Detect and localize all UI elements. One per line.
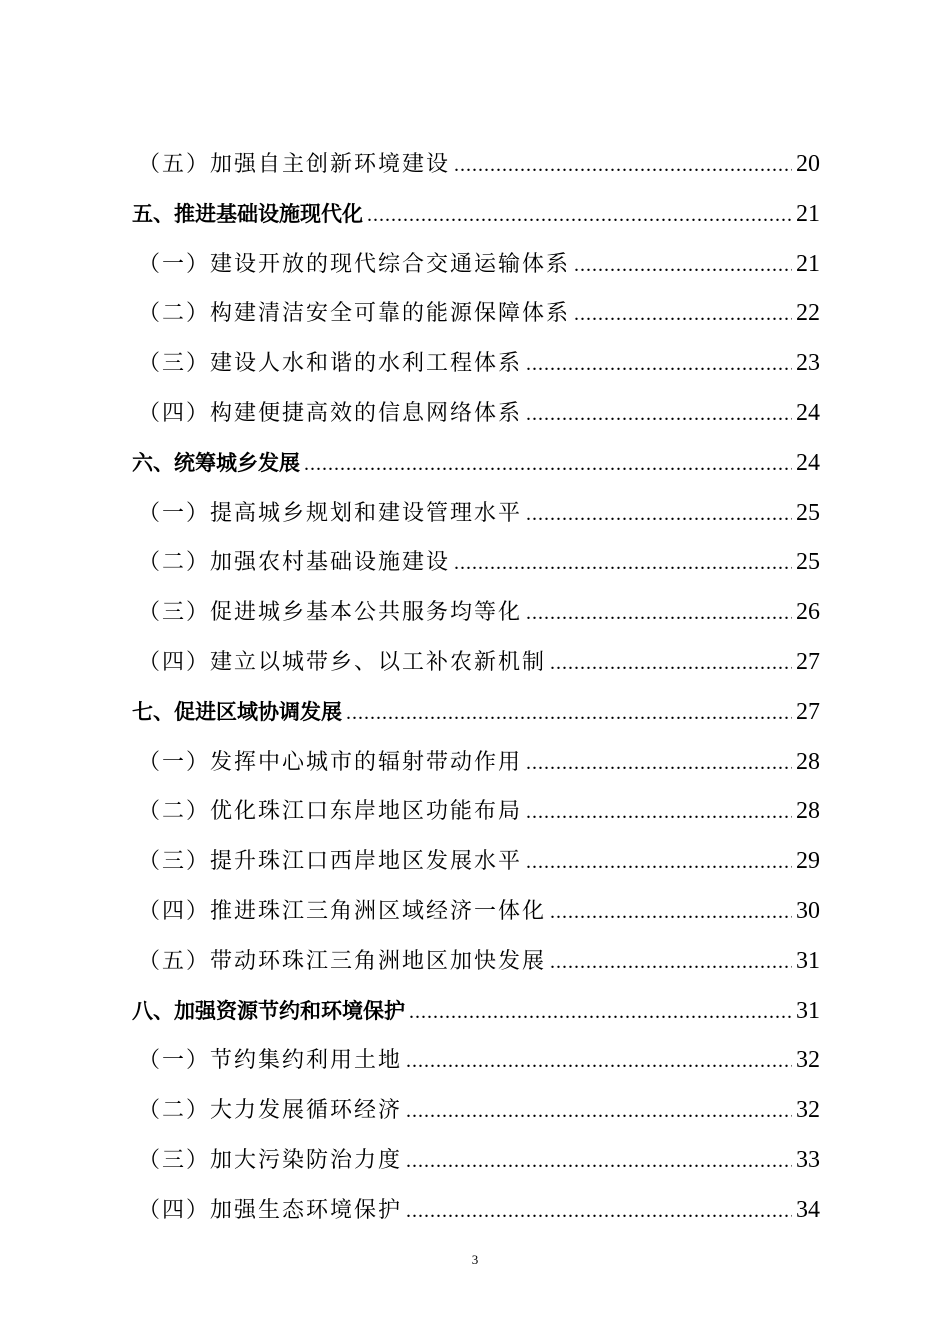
toc-entry-title: （五）带动环珠江三角洲地区加快发展 <box>138 948 547 974</box>
dot-leader <box>526 340 792 390</box>
toc-entry-page-number: 24 <box>796 399 820 426</box>
toc-entry-page-number: 29 <box>796 848 820 875</box>
toc-entry-page-number: 27 <box>796 648 820 675</box>
dot-leader <box>526 739 792 789</box>
toc-entry-title: 八、加强资源节约和环境保护 <box>132 998 405 1023</box>
dot-leader <box>526 788 792 838</box>
dot-leader <box>304 440 792 490</box>
dot-leader <box>409 988 792 1038</box>
dot-leader <box>550 639 792 689</box>
dot-leader <box>526 390 792 440</box>
toc-entry-title: （二）构建清洁安全可靠的能源保障体系 <box>138 301 571 327</box>
dot-leader <box>526 838 792 888</box>
toc-section-entry[interactable] <box>132 738 820 788</box>
toc-section-entry[interactable] <box>132 1136 820 1186</box>
toc-entry-page-number: 24 <box>796 449 820 476</box>
page-number-footer: 3 <box>471 1252 479 1267</box>
dot-leader <box>454 539 792 589</box>
dot-leader <box>406 1087 792 1137</box>
toc-entry-title: （二）大力发展循环经济 <box>138 1098 403 1124</box>
toc-entry-title: （一）发挥中心城市的辐射带动作用 <box>138 749 523 775</box>
toc-entry-page-number: 22 <box>796 300 820 327</box>
toc-entry-page-number: 21 <box>796 250 820 277</box>
toc-entry-title: 六、统筹城乡发展 <box>132 450 300 475</box>
toc-section-entry[interactable] <box>132 638 820 688</box>
toc-entry-page-number: 27 <box>796 698 820 725</box>
toc-entry-title: （四）推进珠江三角洲区域经济一体化 <box>138 898 547 924</box>
dot-leader <box>367 191 792 241</box>
toc-entry-title: 七、促进区域协调发展 <box>132 699 342 724</box>
toc-section-entry[interactable] <box>132 140 820 190</box>
toc-chapter-entry[interactable] <box>132 987 820 1037</box>
toc-section-entry[interactable] <box>132 1036 820 1086</box>
toc-section-entry[interactable] <box>132 489 820 539</box>
dot-leader <box>406 1037 792 1087</box>
toc-section-entry[interactable] <box>132 339 820 389</box>
toc-entry-page-number: 34 <box>796 1196 820 1223</box>
toc-section-entry[interactable] <box>132 1186 820 1236</box>
toc-entry-page-number: 32 <box>796 1097 820 1124</box>
toc-entry-page-number: 23 <box>796 350 820 377</box>
toc-entry-page-number: 31 <box>796 997 820 1024</box>
dot-leader <box>550 888 792 938</box>
toc-section-entry[interactable] <box>132 538 820 588</box>
toc-entry-page-number: 28 <box>796 798 820 825</box>
dot-leader <box>454 141 792 191</box>
toc-entry-page-number: 30 <box>796 897 820 924</box>
toc-entry-page-number: 26 <box>796 599 820 626</box>
toc-entry-title: （四）建立以城带乡、以工补农新机制 <box>138 649 547 675</box>
toc-entry-title: （二）优化珠江口东岸地区功能布局 <box>138 799 523 825</box>
toc-entry-title: （三）建设人水和谐的水利工程体系 <box>138 351 523 377</box>
toc-entry-title: （三）提升珠江口西岸地区发展水平 <box>138 849 523 875</box>
table-of-contents <box>132 140 820 1236</box>
dot-leader <box>526 490 792 540</box>
toc-entry-page-number: 21 <box>796 200 820 227</box>
toc-chapter-entry[interactable] <box>132 439 820 489</box>
toc-section-entry[interactable] <box>132 887 820 937</box>
toc-entry-page-number: 25 <box>796 549 820 576</box>
dot-leader <box>574 241 792 291</box>
toc-entry-page-number: 25 <box>796 499 820 526</box>
toc-section-entry[interactable] <box>132 588 820 638</box>
toc-section-entry[interactable] <box>132 389 820 439</box>
toc-entry-title: （三）加大污染防治力度 <box>138 1147 403 1173</box>
toc-entry-title: （一）节约集约利用土地 <box>138 1048 403 1074</box>
dot-leader <box>526 589 792 639</box>
toc-section-entry[interactable] <box>132 1086 820 1136</box>
toc-entry-title: 五、推进基础设施现代化 <box>132 201 363 226</box>
toc-entry-title: （一）建设开放的现代综合交通运输体系 <box>138 251 571 277</box>
toc-entry-page-number: 28 <box>796 748 820 775</box>
toc-entry-title: （四）构建便捷高效的信息网络体系 <box>138 400 523 426</box>
toc-entry-title: （五）加强自主创新环境建设 <box>138 152 451 177</box>
toc-section-entry[interactable] <box>132 289 820 339</box>
toc-section-entry[interactable] <box>132 837 820 887</box>
toc-chapter-entry[interactable] <box>132 688 820 738</box>
dot-leader <box>574 290 792 340</box>
toc-section-entry[interactable] <box>132 787 820 837</box>
dot-leader <box>346 689 792 739</box>
toc-section-entry[interactable] <box>132 937 820 987</box>
dot-leader <box>406 1137 792 1187</box>
toc-chapter-entry[interactable] <box>132 190 820 240</box>
dot-leader <box>406 1187 792 1237</box>
dot-leader <box>550 938 792 988</box>
toc-entry-page-number: 20 <box>796 151 820 177</box>
toc-entry-page-number: 33 <box>796 1146 820 1173</box>
toc-entry-page-number: 31 <box>796 947 820 974</box>
toc-section-entry[interactable] <box>132 240 820 290</box>
toc-entry-title: （四）加强生态环境保护 <box>138 1197 403 1223</box>
toc-entry-page-number: 32 <box>796 1047 820 1074</box>
toc-entry-title: （一）提高城乡规划和建设管理水平 <box>138 500 523 526</box>
toc-entry-title: （二）加强农村基础设施建设 <box>138 550 451 576</box>
toc-entry-title: （三）促进城乡基本公共服务均等化 <box>138 600 523 626</box>
